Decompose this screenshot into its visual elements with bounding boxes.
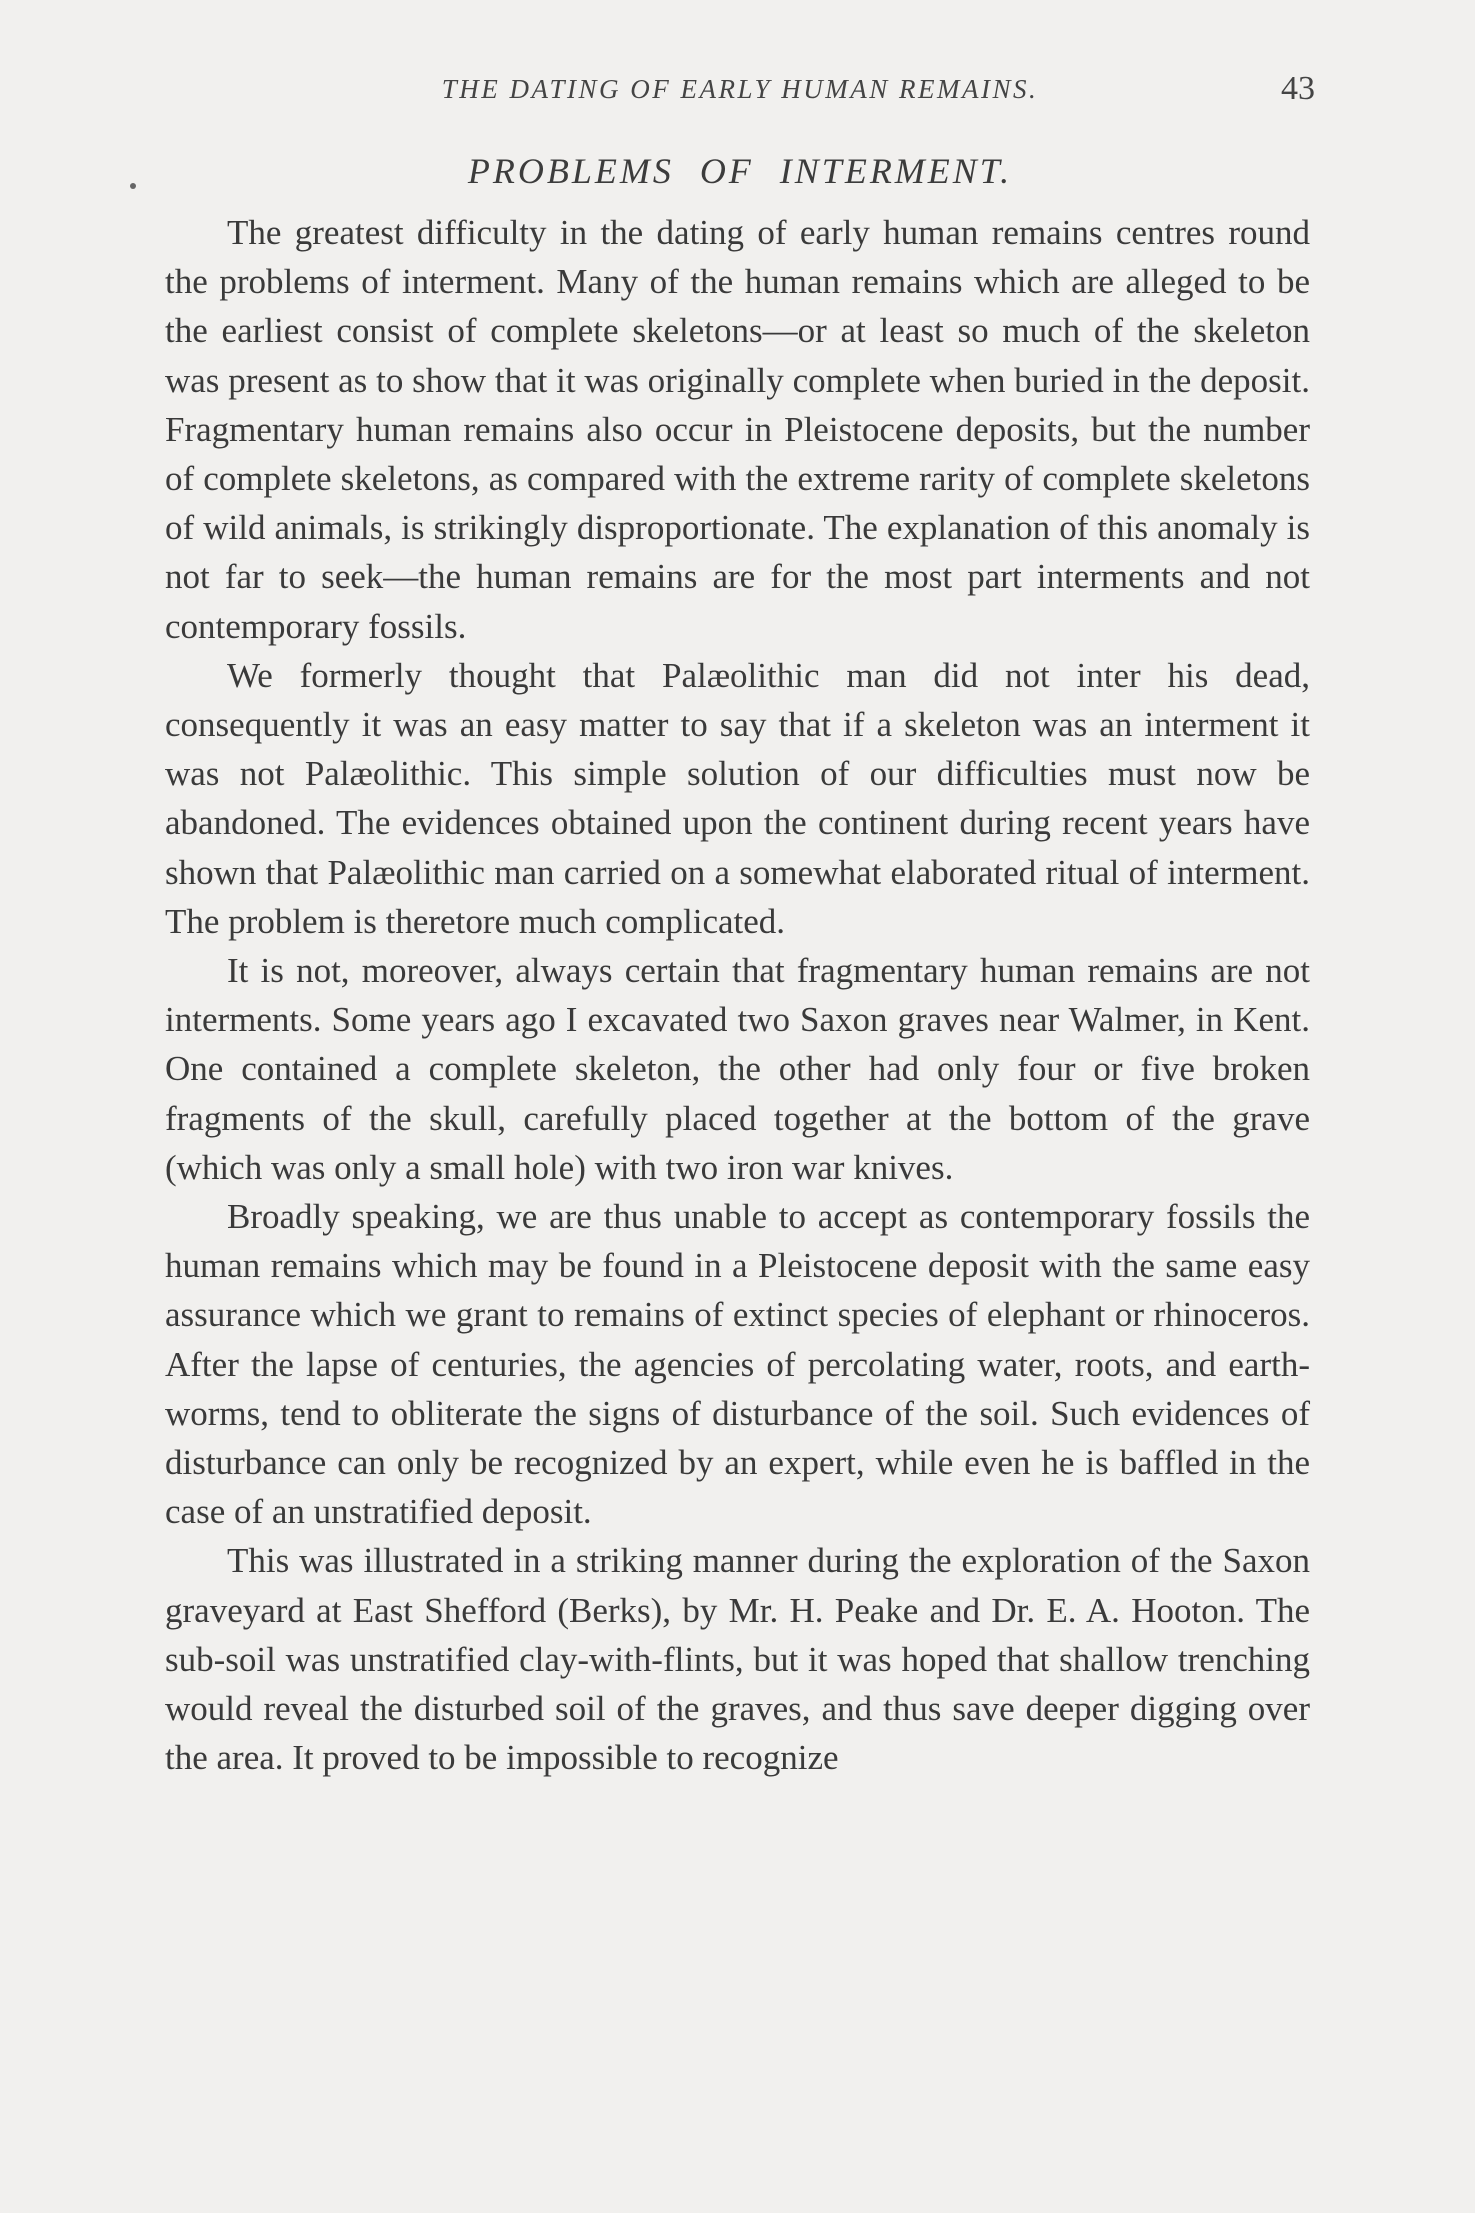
page-number: 43 (1281, 70, 1315, 107)
paragraph: Broadly speaking, we are thus unable to accept as contemporary fossils the human remains which may be found in a Pleistocene deposit with the same easy assurance which we grant to remains of extinct species of elephant or rhinoceros. After the lapse of centuries, the agencies of percolating water, roots, and earth-worms, tend to obliterate the signs of disturbance of the soil. Such evidences of disturbance can only be recognized by an expert, while even he is baffled in the case of an unstratified deposit. (165, 1197, 1310, 1532)
section-heading: PROBLEMS OF INTERMENT. (467, 151, 1013, 191)
running-head (165, 70, 1315, 120)
body-text (165, 208, 1310, 1783)
running-title: THE DATING OF EARLY HUMAN REMAINS. (441, 74, 1039, 104)
paragraph: The greatest difficulty in the dating of early human remains centres round the problems of interment. Many of the human remains which are alleged to be the earliest consist of complete skeletons—or at least so much of the skeleton was present as to show that it was originally complete when buried in the deposit. Fragmentary human remains also occur in Pleistocene deposits, but the number of complete skeletons, as compared with the extreme rarity of complete skeletons of wild animals, is strikingly disproportionate. The explanation of this anomaly is not far to seek—the human remains are for the most part interments and not contemporary fossils. (165, 213, 1310, 646)
ink-speck (130, 183, 136, 189)
paragraph: This was illustrated in a striking manner during the exploration of the Saxon graveyard at East Shefford (Berks), by Mr. H. Peake and Dr. E. A. Hooton. The sub-soil was unstratified clay-with-flints, but it was hoped that shallow trenching would reveal the disturbed soil of the graves, and thus save deeper digging over the area. It proved to be impossible to recognize (165, 1541, 1310, 1778)
paragraph: It is not, moreover, always certain that fragmentary human remains are not interments. Some years ago I excavated two Saxon graves near Walmer, in Kent. One contained a complete skeleton, the other had only four or five broken fragments of the skull, carefully placed together at the bottom of the grave (which was only a small hole) with two iron war knives. (165, 951, 1310, 1187)
paragraph: We formerly thought that Palæolithic man did not inter his dead, consequently it was an easy matter to say that if a skeleton was an interment it was not Palæolithic. This simple solution of our difficulties must now be abandoned. The evidences obtained upon the continent during recent years have shown that Palæolithic man carried on a somewhat elaborated ritual of interment. The problem is theretore much complicated. (165, 655, 1310, 941)
